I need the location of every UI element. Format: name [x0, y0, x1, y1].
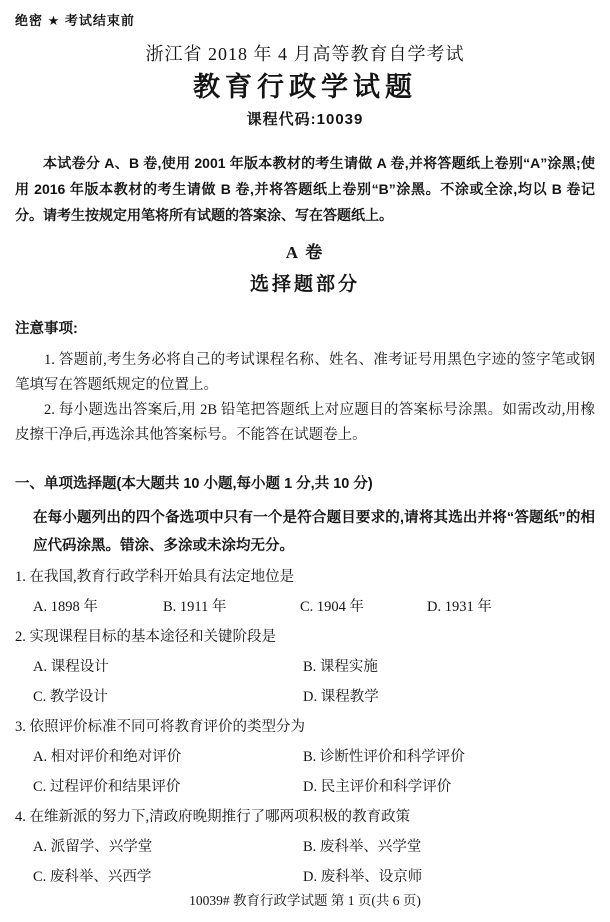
- option-row: [15, 742, 595, 772]
- option-label: C. 废科举、兴西学: [33, 869, 152, 885]
- question-stem: 3. 依照评价标准不同可将教育评价的类型分为: [15, 719, 305, 735]
- section-heading: 选择题部分: [249, 274, 360, 295]
- option-label: A. 派留学、兴学堂: [33, 839, 153, 855]
- option-label: D. 1931 年: [427, 599, 492, 615]
- page-footer: 10039# 教育行政学试题 第 1 页(共 6 页): [189, 893, 421, 908]
- question-stem: 1. 在我国,教育行政学科开始具有法定地位是: [15, 569, 295, 585]
- option-label: B. 诊断性评价和科学评价: [303, 749, 465, 765]
- part-instructions: 在每小题列出的四个备选项中只有一个是符合题目要求的,请将其选出并将“答题纸”的相应代码涂黑。错涂、多涂或未涂均无分。: [33, 510, 595, 554]
- notice-heading: 注意事项:: [15, 321, 78, 337]
- course-code: 课程代码:10039: [246, 111, 364, 128]
- notice-item: 2. 每小题选出答案后,用 2B 铅笔把答题纸上对应题目的答案标号涂黑。如需改动,用橡皮擦干净后,再选涂其他答案标号。不能答在试题卷上。: [15, 402, 595, 443]
- option-row: [15, 862, 595, 892]
- part-heading: 一、单项选择题(本大题共 10 小题,每小题 1 分,共 10 分): [15, 476, 373, 492]
- notice-list: [15, 348, 595, 448]
- option-label: A. 1898 年: [33, 599, 98, 615]
- option-label: A. 课程设计: [33, 659, 109, 675]
- option-row: [15, 652, 595, 682]
- option-label: C. 教学设计: [33, 689, 108, 705]
- questions-list: [15, 562, 595, 892]
- option-label: D. 课程教学: [303, 689, 379, 705]
- classification-label: 绝密 ★ 考试结束前: [15, 13, 135, 28]
- option-label: A. 相对评价和绝对评价: [33, 749, 182, 765]
- option-label: D. 民主评价和科学评价: [303, 779, 452, 795]
- option-label: B. 废科举、兴学堂: [303, 839, 422, 855]
- question-stem: 2. 实现课程目标的基本途径和关键阶段是: [15, 629, 276, 645]
- option-label: D. 废科举、设京师: [303, 869, 423, 885]
- option-row: [15, 682, 595, 712]
- option-label: C. 1904 年: [300, 599, 365, 615]
- question-stem: 4. 在维新派的努力下,清政府晚期推行了哪两项积极的教育政策: [15, 809, 411, 825]
- notice-item: 1. 答题前,考生务必将自己的考试课程名称、姓名、准考证号用黑色字迹的签字笔或钢笔填写在答题纸规定的位置上。: [15, 352, 595, 393]
- option-label: B. 课程实施: [303, 659, 378, 675]
- option-label: B. 1911 年: [163, 599, 227, 615]
- intro-paragraph: 本试卷分 A、B 卷,使用 2001 年版本教材的考生请做 A 卷,并将答题纸上卷别“A”涂黑;使用 2016 年版本教材的考生请做 B 卷,并将答题纸上卷别“B”涂黑。不涂或全涂,均以 B 卷记分。请考生按规定用笔将所有试题的答案涂、写在答题纸上。: [15, 155, 595, 223]
- option-label: C. 过程评价和结果评价: [33, 779, 181, 795]
- option-row: [15, 592, 595, 622]
- exam-session-title: 浙江省 2018 年 4 月高等教育自学考试: [145, 44, 465, 64]
- page-title: 教育行政学试题: [193, 72, 417, 102]
- volume-heading: A 卷: [285, 243, 325, 262]
- option-row: [15, 832, 595, 862]
- option-row: [15, 772, 595, 802]
